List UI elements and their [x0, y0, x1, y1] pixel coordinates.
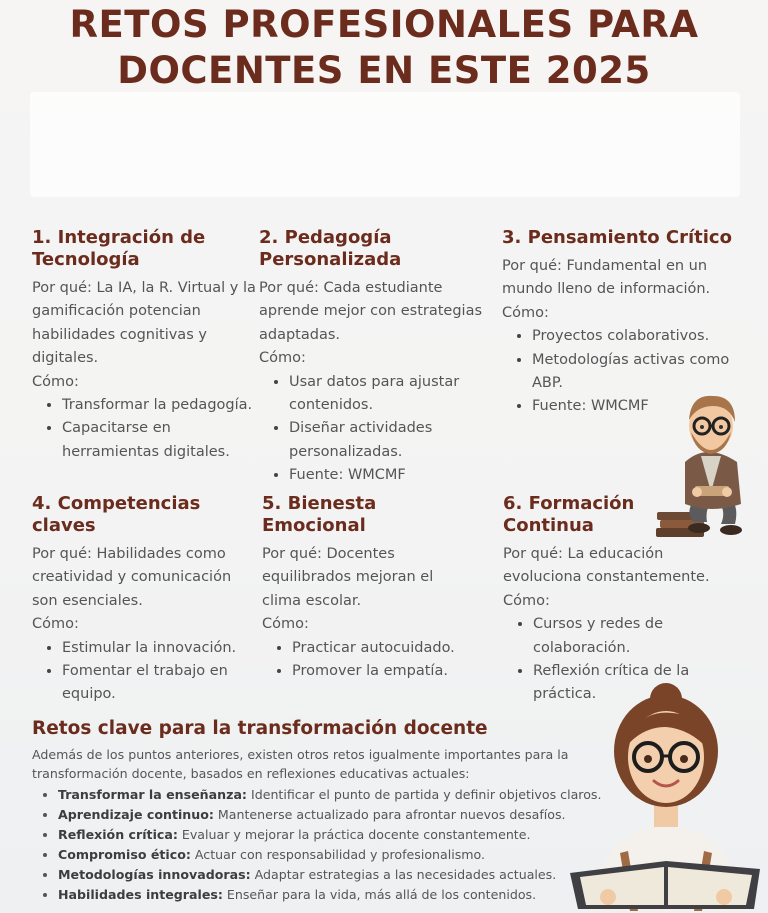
- page-title: [0, 2, 768, 94]
- challenge-why: Por qué: Cada estudiante aprende mejor con estrategias adaptadas.: [259, 280, 483, 343]
- list-item: [58, 845, 632, 865]
- list-item: [58, 885, 632, 905]
- challenge-5: [262, 493, 467, 683]
- challenge-how-label: Cómo:: [503, 592, 550, 609]
- item-term: Transformar la enseñanza:: [58, 787, 247, 802]
- key-challenges-section: [32, 717, 632, 905]
- challenge-how-label: Cómo:: [259, 350, 306, 367]
- item-term: Aprendizaje continuo:: [58, 807, 214, 822]
- key-challenges-list: [32, 785, 632, 905]
- challenge-why: Por qué: Habilidades como creatividad y comunicación son esenciales.: [32, 546, 232, 609]
- list-item: • Promover la empatía.: [292, 660, 467, 683]
- section-intro: Además de los puntos anteriores, existen otros retos igualmente importantes para la transformación docente, basados en reflexiones educativas actuales:: [32, 747, 569, 781]
- list-item: [58, 865, 632, 885]
- list-item: • Fuente: WMCMF: [289, 464, 491, 487]
- item-term: Compromiso ético:: [58, 847, 191, 862]
- blank-band: [30, 92, 740, 197]
- list-item: • Fomentar el trabajo en equipo.: [62, 660, 257, 707]
- challenge-2: [259, 227, 491, 488]
- challenge-why: Por qué: La IA, la R. Virtual y la gamificación potencian habilidades cognitivas y digitales.: [32, 280, 256, 367]
- teacher-man-illustration: [655, 382, 760, 544]
- list-item: • Diseñar actividades personalizadas.: [289, 417, 491, 464]
- challenge-how-list: [32, 394, 257, 464]
- item-desc: Enseñar para la vida, más allá de los contenidos.: [222, 887, 537, 902]
- challenge-title: 5. Bienesta Emocional: [262, 493, 377, 536]
- challenge-why: Por qué: Docentes equilibrados mejoran el clima escolar.: [262, 546, 434, 609]
- list-item: [58, 805, 632, 825]
- challenge-how-label: Cómo:: [32, 616, 79, 633]
- teacher-woman-illustration: [568, 683, 764, 911]
- challenge-title: 4. Competencias claves: [32, 493, 201, 536]
- item-term: Habilidades integrales:: [58, 887, 223, 902]
- challenge-title: 2. Pedagogía Personalizada: [259, 227, 402, 270]
- list-item: [58, 825, 632, 845]
- list-item: • Proyectos colaborativos.: [532, 325, 742, 348]
- list-item: [58, 785, 632, 805]
- challenge-how-label: Cómo:: [32, 373, 79, 390]
- list-item: • Capacitarse en herramientas digitales.: [62, 417, 257, 464]
- challenge-title: 6. Formación Continua: [503, 493, 635, 536]
- challenge-how-list: [32, 637, 257, 707]
- item-term: Metodologías innovadoras:: [58, 867, 251, 882]
- list-item: • Fuente: WMCMF: [532, 395, 742, 418]
- list-item: • Cursos y redes de colaboración.: [533, 613, 721, 660]
- item-desc: Identificar el punto de partida y definir objetivos claros.: [246, 787, 602, 802]
- challenge-how-label: Cómo:: [502, 304, 549, 321]
- item-desc: Mantenerse actualizado para afrontar nuevos desafíos.: [213, 807, 566, 822]
- list-item: • Estimular la innovación.: [62, 637, 257, 660]
- item-desc: Actuar con responsabilidad y profesionalismo.: [190, 847, 486, 862]
- challenge-title: 1. Integración de Tecnología: [32, 227, 206, 270]
- list-item: • Metodologías activas como ABP.: [532, 349, 742, 396]
- challenge-title: 3. Pensamiento Crítico: [502, 227, 732, 248]
- challenge-4: [32, 493, 257, 707]
- challenge-how-list: [259, 371, 491, 488]
- item-term: Reflexión crítica:: [58, 827, 178, 842]
- challenge-1: [32, 227, 257, 464]
- title-line-2: DOCENTES EN ESTE 2025: [117, 49, 651, 92]
- challenge-why: Por qué: La educación evoluciona constantemente.: [503, 546, 710, 586]
- section-title: Retos clave para la transformación docente: [32, 718, 488, 739]
- list-item: • Transformar la pedagogía.: [62, 394, 257, 417]
- item-desc: Adaptar estrategias a las necesidades actuales.: [250, 867, 557, 882]
- challenge-how-label: Cómo:: [262, 616, 309, 633]
- item-desc: Evaluar y mejorar la práctica docente constantemente.: [177, 827, 531, 842]
- list-item: • Usar datos para ajustar contenidos.: [289, 371, 491, 418]
- challenge-how-list: [262, 637, 467, 684]
- challenge-why: Por qué: Fundamental en un mundo lleno de información.: [502, 258, 711, 298]
- list-item: • Reflexión crítica de la práctica.: [533, 660, 721, 707]
- title-line-1: RETOS PROFESIONALES PARA: [69, 3, 699, 46]
- list-item: • Practicar autocuidado.: [292, 637, 467, 660]
